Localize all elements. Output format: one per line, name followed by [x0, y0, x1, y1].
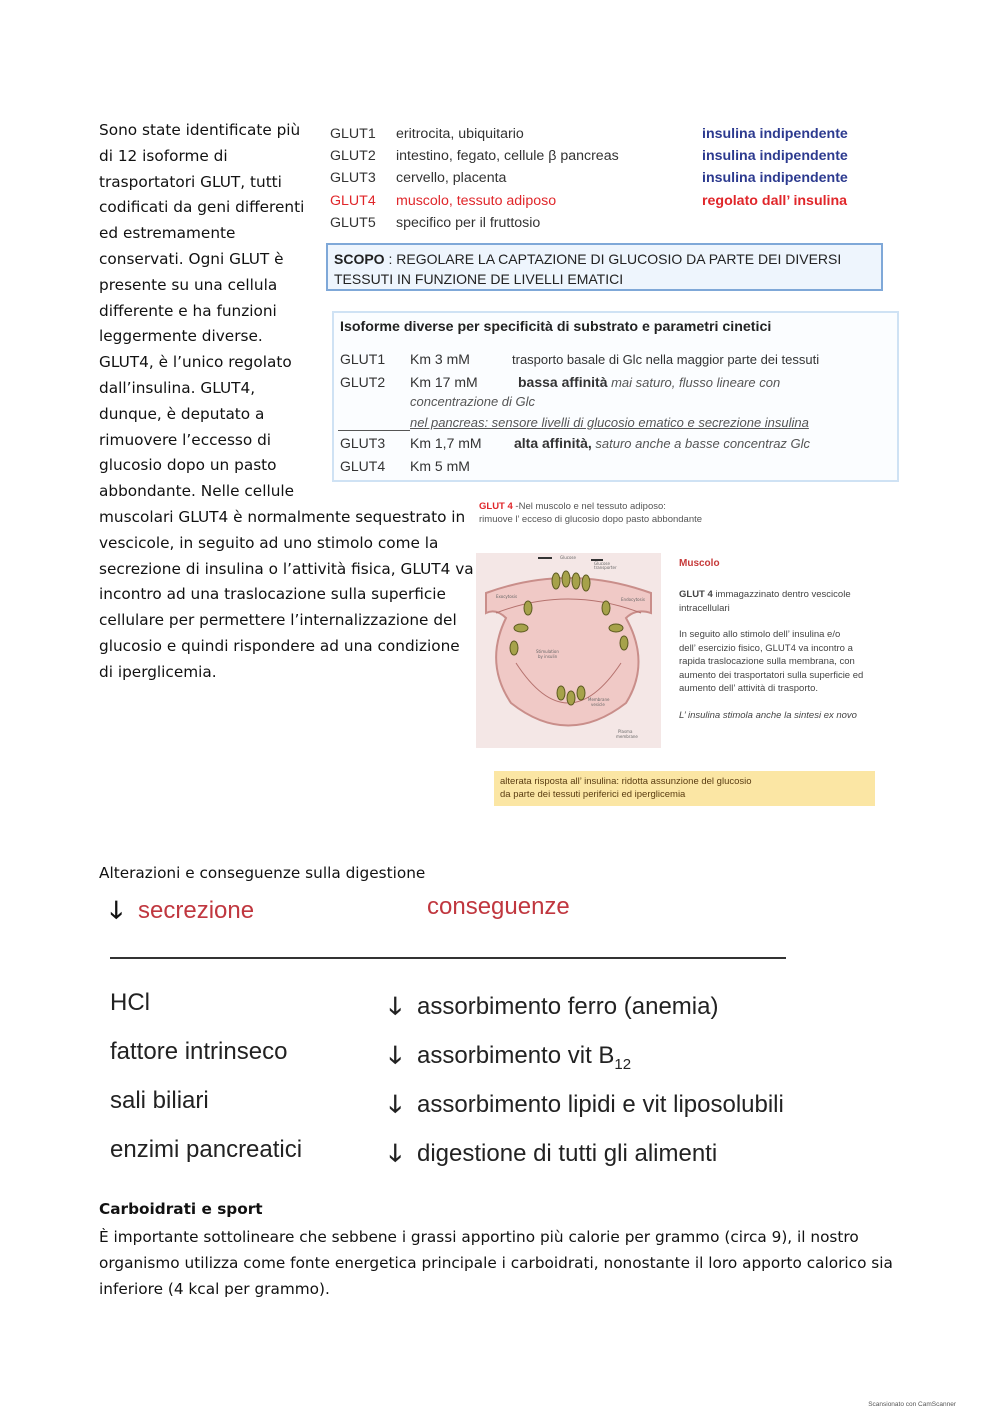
scanner-footer: Scansionato con CamScanner: [868, 1401, 956, 1408]
head-conseguenze: conseguenze: [427, 893, 570, 920]
glut-name: GLUT2: [330, 148, 376, 165]
carbo-line: inferiore (4 kcal per grammo).: [99, 1279, 330, 1298]
muscolo-text: [679, 588, 863, 722]
muscolo-line2: intracellulari: [679, 602, 730, 614]
svg-text:transporter: transporter: [594, 565, 617, 570]
svg-text:Stimulation: Stimulation: [536, 649, 559, 654]
intro-line: conservati. Ogni GLUT è: [99, 249, 284, 268]
carbo-line: organismo utilizza come fonte energetica principale i carboidrati, nonostante il loro apporto calorico sia: [99, 1253, 893, 1272]
muscolo-para-line: rapida traslocazione sulla membrana, con: [679, 656, 855, 667]
intro-line: incontro ad una traslocazione sulla superficie: [99, 585, 446, 604]
svg-text:Glucose: Glucose: [560, 555, 576, 560]
iso-km: Km 3 mM: [410, 351, 470, 367]
iso-divider: [338, 430, 410, 431]
muscolo-para-line: aumento dei trasportatori sulla superficie ed: [679, 669, 864, 681]
intro-line: Sono state identificate più: [99, 121, 301, 139]
iso-km: Km 17 mM: [410, 374, 478, 390]
iso-glut2-line3: nel pancreas: sensore livelli di glucosio ematico e secrezione insulina: [410, 415, 809, 430]
intro-line: vescicole, in seguito ad uno stimolo come la: [99, 533, 439, 552]
muscolo-para-line: dell’ esercizio fisico, GLUT4 va incontro a: [679, 642, 853, 654]
glut-regulation: insulina indipendente: [702, 148, 848, 165]
carbo-line: È importante sottolineare che sebbene i grassi apportino più calorie per grammo (circa 9), il nostro: [99, 1228, 859, 1246]
glut-row: [330, 123, 870, 145]
arrow-down-icon: 🡓: [110, 897, 123, 924]
intro-line: dall’insulina. GLUT4,: [99, 378, 256, 397]
isoforme-row: [340, 374, 781, 390]
conseguenza-item: [389, 1038, 631, 1079]
intro-line: glucosio dopo un pasto: [99, 456, 277, 475]
svg-text:Glucose: Glucose: [594, 561, 610, 566]
iso-desc-bold: alta affinità,: [514, 435, 592, 451]
conseguenza-item: [389, 1087, 784, 1128]
conseguenza-item: [389, 989, 718, 1030]
iso-name: GLUT3: [340, 435, 386, 451]
glut-row: [330, 145, 870, 167]
conseguenza-text: assorbimento vit B: [417, 1042, 615, 1069]
carbo-paragraph: [99, 1225, 899, 1302]
muscolo-para-line: aumento dell’ attività di trasporto.: [679, 683, 819, 694]
caption-line2: rimuove l’ ecceso di glucosio dopo pasto abbondante: [479, 514, 703, 525]
intro-line: di 12 isoforme di: [99, 146, 228, 165]
muscolo-italic: L’ insulina stimola anche la sintesi ex novo: [679, 709, 857, 721]
table-rule: [110, 957, 786, 959]
arrow-down-icon: 🡓: [389, 1042, 402, 1069]
iso-name: GLUT4: [340, 458, 386, 474]
intro-line: muscolari GLUT4 è normalmente sequestrato in: [99, 507, 466, 526]
muscolo-bold: GLUT 4: [679, 589, 713, 600]
muscolo-title: Muscolo: [679, 558, 720, 569]
insulin-note-box: [494, 771, 875, 806]
cell-illustration: [476, 553, 661, 748]
iso-km: Km 5 mM: [410, 458, 470, 474]
glut-name: GLUT3: [330, 170, 376, 187]
glut-row: [330, 212, 870, 234]
arrow-down-icon: 🡓: [389, 993, 402, 1020]
intro-line: secrezione di insulina o l’attività fisica, GLUT4 va: [99, 559, 474, 578]
secrezione-item: fattore intrinseco: [110, 1038, 288, 1065]
svg-text:Plasma: Plasma: [618, 729, 633, 734]
isoforme-row: [340, 458, 470, 474]
section-title: Carboidrati e sport: [99, 1200, 263, 1218]
iso-desc: trasporto basale di Glc nella maggior parte dei tessuti: [512, 352, 820, 367]
intro-line: trasportatori GLUT, tutti: [99, 172, 282, 191]
arrow-down-icon: 🡓: [389, 1091, 402, 1118]
note-line2: da parte dei tessuti periferici ed iperglicemia: [500, 789, 686, 800]
muscolo-para-line: In seguito allo stimolo dell’ insulina e/o: [679, 629, 841, 640]
intro-line: rimuovere l’eccesso di: [99, 430, 272, 449]
isoforme-row: [340, 351, 820, 367]
scopo-label: SCOPO: [334, 251, 385, 267]
muscolo-line1: immagazzinato dentro vescicole: [712, 589, 851, 600]
iso-desc-ital: saturo anche a basse concentraz Glc: [591, 436, 811, 451]
conseguenza-text: assorbimento ferro (anemia): [417, 993, 719, 1020]
figure-caption: [479, 500, 702, 526]
intro-line: ed estremamente: [99, 224, 236, 243]
intro-line: leggermente diverse.: [99, 327, 263, 346]
intro-line: glucosio e quindi rispondere ad una condizione: [99, 636, 460, 655]
svg-text:Exocytosis: Exocytosis: [496, 594, 518, 599]
secrezione-item: HCl: [110, 989, 150, 1016]
glut-tissue: cervello, placenta: [396, 170, 507, 187]
scopo-line2: TESSUTI IN FUNZIONE DE LIVELLI EMATICI: [334, 271, 624, 287]
glut-tissue: eritrocita, ubiquitario: [396, 126, 524, 142]
head-secrezione: [110, 893, 254, 934]
conseguenza-item: [389, 1136, 717, 1177]
intro-line: dunque, è deputato a: [99, 404, 265, 423]
svg-text:Membrane: Membrane: [588, 697, 610, 702]
glut-regulation: regolato dall’ insulina: [702, 192, 848, 209]
glut-tissue: specifico per il fruttosio: [396, 214, 541, 231]
intro-line: abbondante. Nelle cellule: [99, 482, 295, 501]
iso-glut2-line2: concentrazione di Glc: [410, 394, 536, 409]
arrow-down-icon: 🡓: [389, 1140, 402, 1167]
note-line1: alterata risposta all’ insulina: ridotta assunzione del glucosio: [500, 776, 752, 787]
svg-text:vesicle: vesicle: [591, 702, 605, 707]
isoforme-title: Isoforme diverse per specificità di substrato e parametri cinetici: [340, 319, 772, 335]
intro-line: presente su una cellula: [99, 275, 278, 294]
glut-tissue: muscolo, tessuto adiposo: [396, 192, 557, 209]
conseguenza-text: digestione di tutti gli alimenti: [417, 1140, 718, 1167]
intro-line: differente e ha funzioni: [99, 301, 277, 320]
caption-line1: -Nel muscolo e nel tessuto adiposo:: [512, 501, 666, 512]
glut-regulation: insulina indipendente: [702, 126, 848, 142]
svg-text:by insulin: by insulin: [538, 654, 558, 659]
iso-desc-ital: mai saturo, flusso lineare con: [607, 375, 781, 390]
intro-line: cellulare per permettere l’internalizzazione del: [99, 611, 457, 630]
scopo-line1: : REGOLARE LA CAPTAZIONE DI GLUCOSIO DA PARTE DEI DIVERSI: [384, 251, 842, 267]
muscle-cell-diagram: [476, 553, 661, 748]
head-left-label: secrezione: [138, 897, 255, 924]
glut-tissue: intestino, fegato, cellule β pancreas: [396, 148, 619, 165]
glut-row-highlight: [330, 190, 870, 212]
conseguenza-text: assorbimento lipidi e vit liposolubili: [417, 1091, 784, 1118]
iso-km: Km 1,7 mM: [410, 435, 482, 451]
glut-name: GLUT4: [330, 192, 376, 209]
glut-table: [330, 123, 870, 234]
alterazioni-title: Alterazioni e conseguenze sulla digestione: [99, 864, 426, 882]
svg-text:Endocytosis: Endocytosis: [621, 597, 645, 602]
conseguenza-sub: 12: [614, 1055, 632, 1073]
iso-name: GLUT1: [340, 351, 386, 367]
glut-name: GLUT1: [330, 126, 376, 142]
isoforme-box: [332, 311, 899, 482]
intro-line: di iperglicemia.: [99, 662, 217, 681]
glut-row: [330, 167, 870, 189]
iso-name: GLUT2: [340, 374, 386, 390]
secrezione-item: sali biliari: [110, 1087, 209, 1114]
glut-name: GLUT5: [330, 214, 376, 231]
svg-text:membrane: membrane: [616, 734, 638, 739]
secrezione-item: enzimi pancreatici: [110, 1136, 303, 1163]
iso-desc-bold: bassa affinità: [518, 374, 608, 390]
isoforme-row: [340, 435, 811, 451]
caption-red: GLUT 4: [479, 501, 513, 512]
glut-regulation: insulina indipendente: [702, 170, 848, 187]
scopo-box: [326, 243, 883, 291]
intro-line: GLUT4, è l’unico regolato: [99, 353, 292, 372]
intro-line: codificati da geni differenti: [99, 198, 305, 217]
